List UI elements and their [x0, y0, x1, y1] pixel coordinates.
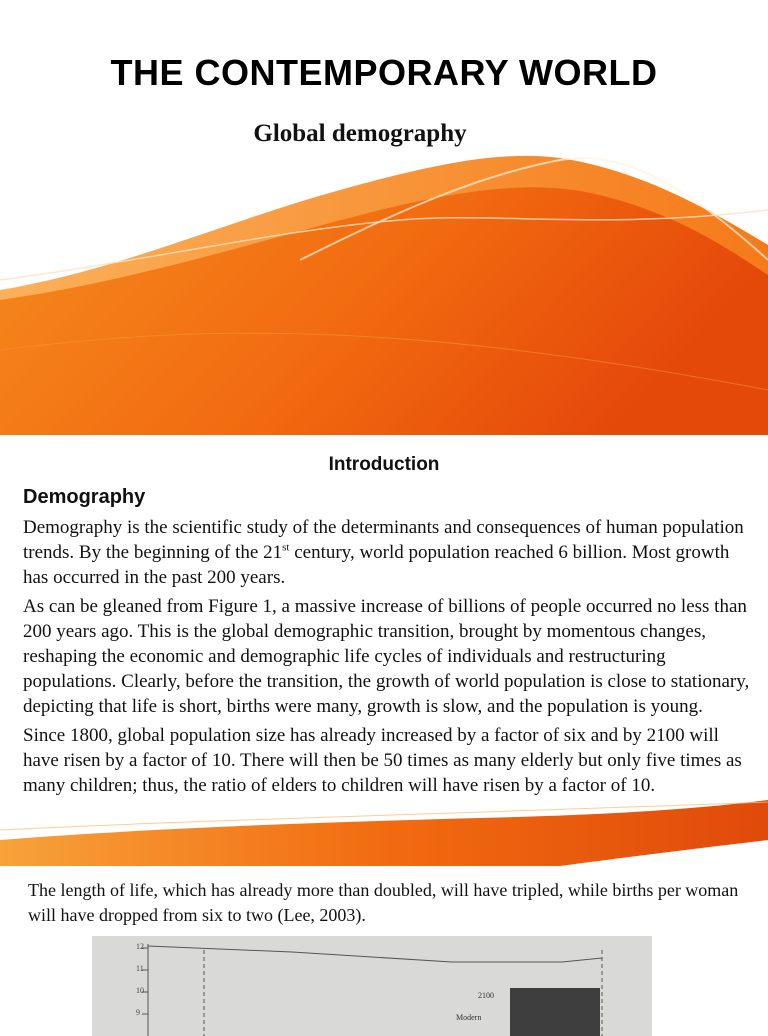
paragraph-growth-factor: Since 1800, global population size has already increased by a factor of six and by 2100 will have risen by a factor of 10. There will then be 50 times as many elderly but only five times as many children; thus, the ratio of elders to children will have risen by a factor of 10. [23, 725, 742, 796]
figure-1-chart [92, 936, 652, 1036]
body-text [23, 515, 758, 802]
y-tick-label: 10 [136, 986, 144, 995]
figure-1-photo [92, 936, 652, 1036]
page-title: THE CONTEMPORARY WORLD [110, 52, 658, 93]
decorative-orange-band [0, 800, 768, 870]
paragraph-text: Demography is the scientific study of the determinants and consequences of human population trends. By the beginning of the 21 [23, 517, 744, 563]
y-tick-label: 12 [136, 942, 144, 951]
paragraph-text: century, world population reached 6 billion. Most growth has occurred in the past 200 years. [23, 542, 730, 588]
page-subtitle: Global demography [253, 120, 467, 147]
decorative-orange-wave [0, 150, 768, 435]
superscript: st [282, 541, 290, 554]
figure-label-year: 2100 [478, 991, 494, 1000]
figure-label-era: Modern [456, 1013, 482, 1022]
section-heading-introduction: Introduction [328, 454, 440, 475]
paragraph-transition: As can be gleaned from Figure 1, a massive increase of billions of people occurred no less than 200 years ago. This is the global demographic transition, brought by momentous changes, reshaping the economic and demographic life cycles of individuals and restructuring populations. Clearly, before the transition, the growth of world population is close to stationary, depicting that life is short, births were many, growth is slow, and the population is young. [23, 596, 750, 717]
y-tick-label: 9 [136, 1008, 140, 1017]
y-tick-label: 11 [136, 964, 144, 973]
paragraph-length-of-life: The length of life, which has already more than doubled, will have tripled, while births per woman will have dropped from six to two (Lee, 2003). [28, 880, 739, 925]
section-subheading-demography: Demography [23, 486, 146, 508]
paragraph-definition [23, 515, 758, 590]
